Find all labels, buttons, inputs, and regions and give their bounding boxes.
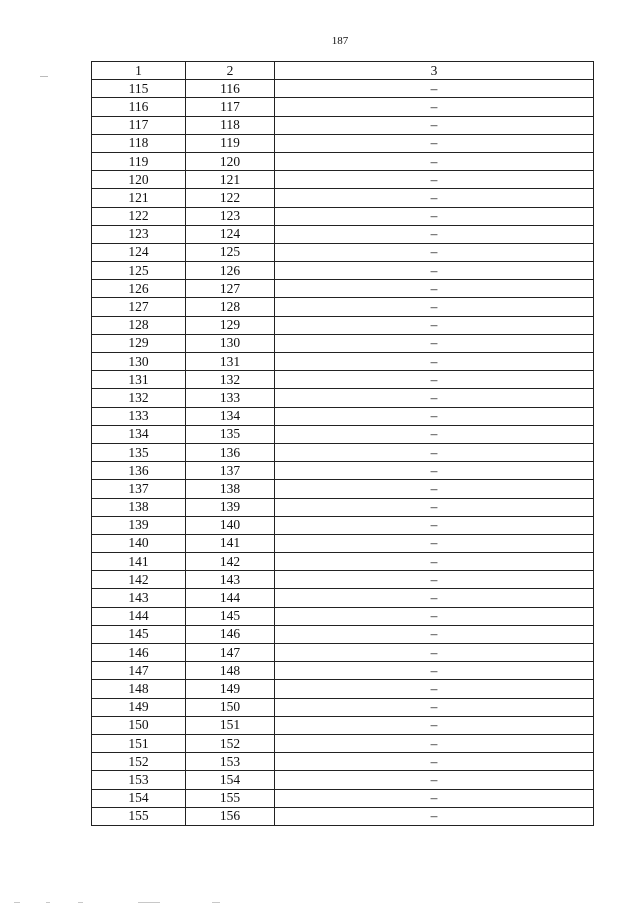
table-cell-col1: 141	[92, 553, 186, 571]
table-cell-col3: –	[275, 662, 594, 680]
table-cell-col1: 117	[92, 116, 186, 134]
margin-mark	[40, 76, 48, 77]
table-cell-col2: 142	[186, 553, 275, 571]
table-row	[92, 589, 594, 607]
table-cell-col1: 120	[92, 171, 186, 189]
table-cell-col3: –	[275, 644, 594, 662]
table-cell-col3: –	[275, 280, 594, 298]
table-cell-col1: 125	[92, 262, 186, 280]
table-cell-col3: –	[275, 516, 594, 534]
table-row	[92, 680, 594, 698]
table-cell-col1: 146	[92, 644, 186, 662]
table-cell-col1: 143	[92, 589, 186, 607]
table-row	[92, 553, 594, 571]
table-cell-col3: –	[275, 498, 594, 516]
table-cell-col2: 153	[186, 753, 275, 771]
table-row	[92, 116, 594, 134]
table-cell-col1: 116	[92, 98, 186, 116]
scan-speck	[138, 902, 160, 903]
table-row	[92, 771, 594, 789]
table-cell-col1: 134	[92, 425, 186, 443]
table-cell-col2: 131	[186, 353, 275, 371]
table-cell-col3: –	[275, 207, 594, 225]
table-cell-col3: –	[275, 789, 594, 807]
column-header-1: 1	[92, 62, 186, 80]
table-cell-col1: 137	[92, 480, 186, 498]
table-cell-col1: 119	[92, 152, 186, 170]
table-cell-col2: 138	[186, 480, 275, 498]
table-row	[92, 698, 594, 716]
table-cell-col2: 119	[186, 134, 275, 152]
table-cell-col2: 121	[186, 171, 275, 189]
table-row	[92, 425, 594, 443]
table-row	[92, 480, 594, 498]
table-row	[92, 389, 594, 407]
table-cell-col3: –	[275, 534, 594, 552]
table-cell-col1: 140	[92, 534, 186, 552]
table-row	[92, 789, 594, 807]
table-cell-col1: 129	[92, 334, 186, 352]
table-row	[92, 225, 594, 243]
table-cell-col3: –	[275, 262, 594, 280]
table-cell-col1: 151	[92, 734, 186, 752]
table-cell-col2: 136	[186, 443, 275, 461]
table-cell-col3: –	[275, 607, 594, 625]
table-row	[92, 80, 594, 98]
table-cell-col2: 125	[186, 243, 275, 261]
table-cell-col2: 116	[186, 80, 275, 98]
table-cell-col2: 143	[186, 571, 275, 589]
table-cell-col1: 138	[92, 498, 186, 516]
table-cell-col1: 115	[92, 80, 186, 98]
table-row	[92, 516, 594, 534]
table-cell-col1: 152	[92, 753, 186, 771]
table-cell-col1: 121	[92, 189, 186, 207]
table-cell-col1: 142	[92, 571, 186, 589]
table-cell-col1: 144	[92, 607, 186, 625]
table-row	[92, 662, 594, 680]
table-cell-col2: 130	[186, 334, 275, 352]
scan-speck	[78, 902, 83, 903]
table-cell-col2: 149	[186, 680, 275, 698]
table-cell-col3: –	[275, 298, 594, 316]
scan-artifacts	[0, 896, 640, 905]
table-cell-col3: –	[275, 98, 594, 116]
table-cell-col3: –	[275, 425, 594, 443]
table-cell-col2: 132	[186, 371, 275, 389]
table-body	[92, 80, 594, 826]
table-cell-col2: 155	[186, 789, 275, 807]
table-cell-col2: 133	[186, 389, 275, 407]
table-cell-col3: –	[275, 371, 594, 389]
table-cell-col3: –	[275, 771, 594, 789]
table-cell-col3: –	[275, 134, 594, 152]
table-row	[92, 134, 594, 152]
table-row	[92, 407, 594, 425]
table-cell-col3: –	[275, 80, 594, 98]
table-cell-col3: –	[275, 625, 594, 643]
table-cell-col2: 118	[186, 116, 275, 134]
table-cell-col3: –	[275, 353, 594, 371]
table-cell-col1: 124	[92, 243, 186, 261]
table-cell-col1: 145	[92, 625, 186, 643]
table-cell-col1: 122	[92, 207, 186, 225]
table-row	[92, 625, 594, 643]
table-row	[92, 152, 594, 170]
table-row	[92, 298, 594, 316]
table-cell-col1: 149	[92, 698, 186, 716]
table-cell-col2: 124	[186, 225, 275, 243]
table-cell-col1: 154	[92, 789, 186, 807]
table-cell-col2: 152	[186, 734, 275, 752]
data-table	[91, 61, 594, 826]
table-row	[92, 189, 594, 207]
table-cell-col1: 130	[92, 353, 186, 371]
page-number: 187	[331, 35, 349, 47]
table-cell-col2: 154	[186, 771, 275, 789]
table-cell-col2: 129	[186, 316, 275, 334]
table-cell-col2: 151	[186, 716, 275, 734]
table-cell-col3: –	[275, 680, 594, 698]
table-cell-col2: 150	[186, 698, 275, 716]
table-cell-col2: 120	[186, 152, 275, 170]
table-cell-col2: 141	[186, 534, 275, 552]
table-cell-col2: 137	[186, 462, 275, 480]
table-cell-col3: –	[275, 716, 594, 734]
table-row	[92, 243, 594, 261]
table-cell-col2: 145	[186, 607, 275, 625]
table-row	[92, 316, 594, 334]
table-cell-col3: –	[275, 698, 594, 716]
table-cell-col3: –	[275, 589, 594, 607]
table-row	[92, 371, 594, 389]
table-cell-col3: –	[275, 553, 594, 571]
header-row	[92, 62, 594, 80]
table-cell-col3: –	[275, 225, 594, 243]
table-cell-col3: –	[275, 243, 594, 261]
table-cell-col2: 117	[186, 98, 275, 116]
table-cell-col3: –	[275, 407, 594, 425]
table-cell-col1: 127	[92, 298, 186, 316]
table-cell-col2: 144	[186, 589, 275, 607]
table-cell-col3: –	[275, 189, 594, 207]
table-cell-col3: –	[275, 116, 594, 134]
table-row	[92, 571, 594, 589]
table-cell-col2: 135	[186, 425, 275, 443]
table-row	[92, 262, 594, 280]
table-cell-col3: –	[275, 462, 594, 480]
table-row	[92, 716, 594, 734]
table-row	[92, 753, 594, 771]
table-cell-col1: 150	[92, 716, 186, 734]
table-cell-col2: 147	[186, 644, 275, 662]
table-row	[92, 443, 594, 461]
scan-speck	[212, 902, 220, 903]
table-cell-col3: –	[275, 480, 594, 498]
table-cell-col2: 156	[186, 807, 275, 825]
table-row	[92, 644, 594, 662]
table-cell-col2: 134	[186, 407, 275, 425]
table-row	[92, 607, 594, 625]
table-cell-col1: 118	[92, 134, 186, 152]
table-cell-col3: –	[275, 334, 594, 352]
table-cell-col3: –	[275, 807, 594, 825]
scan-speck	[46, 902, 50, 903]
table-cell-col1: 132	[92, 389, 186, 407]
table-cell-col1: 123	[92, 225, 186, 243]
table-row	[92, 334, 594, 352]
table-cell-col2: 126	[186, 262, 275, 280]
scan-speck	[14, 902, 20, 903]
table-cell-col1: 139	[92, 516, 186, 534]
table-row	[92, 207, 594, 225]
table-row	[92, 98, 594, 116]
table-cell-col1: 135	[92, 443, 186, 461]
table-cell-col3: –	[275, 152, 594, 170]
table-cell-col3: –	[275, 753, 594, 771]
table-row	[92, 498, 594, 516]
table-cell-col1: 148	[92, 680, 186, 698]
table-cell-col2: 128	[186, 298, 275, 316]
table-cell-col1: 153	[92, 771, 186, 789]
table-row	[92, 534, 594, 552]
table-cell-col3: –	[275, 389, 594, 407]
table-cell-col2: 127	[186, 280, 275, 298]
table-row	[92, 734, 594, 752]
table-row	[92, 353, 594, 371]
table-cell-col3: –	[275, 171, 594, 189]
table-cell-col2: 123	[186, 207, 275, 225]
table-cell-col2: 139	[186, 498, 275, 516]
table-header	[92, 62, 594, 80]
table-row	[92, 462, 594, 480]
table-cell-col1: 155	[92, 807, 186, 825]
table-cell-col3: –	[275, 443, 594, 461]
column-header-3: 3	[275, 62, 594, 80]
table-cell-col1: 133	[92, 407, 186, 425]
column-header-2: 2	[186, 62, 275, 80]
table-cell-col2: 140	[186, 516, 275, 534]
table-row	[92, 280, 594, 298]
table-cell-col1: 136	[92, 462, 186, 480]
table-row	[92, 171, 594, 189]
table-cell-col1: 147	[92, 662, 186, 680]
table-cell-col3: –	[275, 571, 594, 589]
table-cell-col2: 122	[186, 189, 275, 207]
table-cell-col3: –	[275, 734, 594, 752]
table-cell-col2: 146	[186, 625, 275, 643]
table-row	[92, 807, 594, 825]
table-cell-col2: 148	[186, 662, 275, 680]
table-cell-col1: 131	[92, 371, 186, 389]
table-cell-col3: –	[275, 316, 594, 334]
table-cell-col1: 128	[92, 316, 186, 334]
table-cell-col1: 126	[92, 280, 186, 298]
